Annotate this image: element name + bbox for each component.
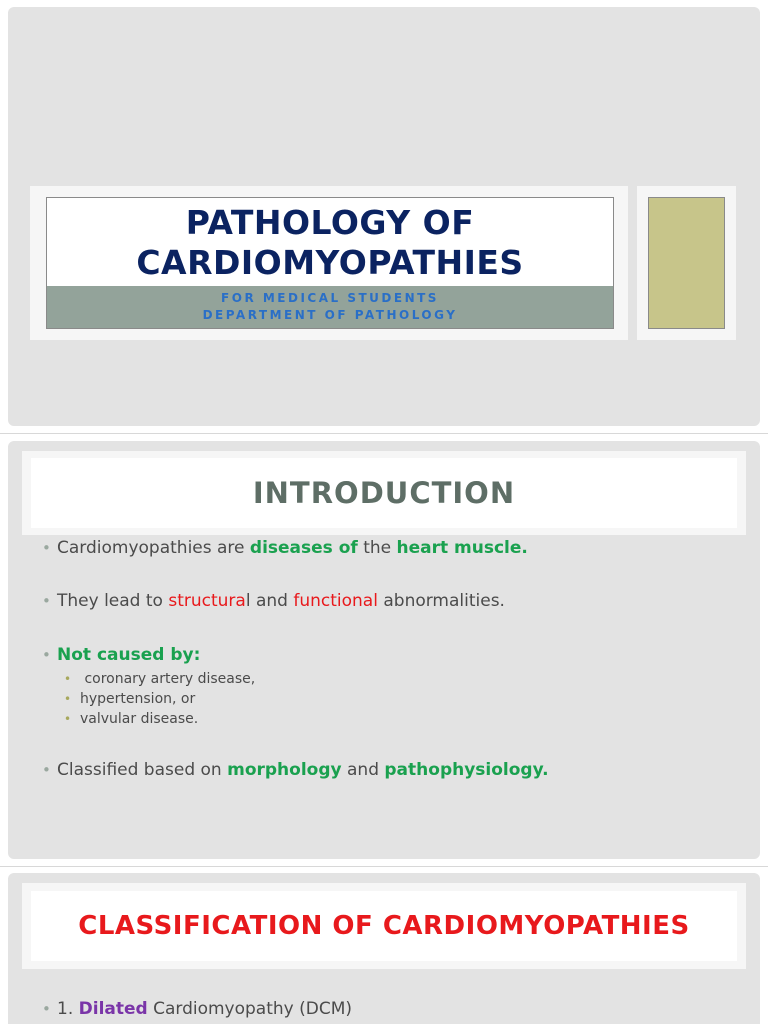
text-run: They lead to — [57, 591, 169, 611]
accent-block — [648, 197, 725, 329]
bullet-list — [42, 537, 742, 781]
accent-frame — [637, 186, 736, 340]
bullet-list — [42, 998, 742, 1020]
highlight-text: heart muscle. — [396, 538, 528, 558]
text-run: 1. — [57, 999, 79, 1019]
highlight-text: Not caused by: — [57, 645, 201, 665]
text-run: l and — [245, 591, 294, 611]
text-run: Classified based on — [57, 760, 228, 780]
text-run: Cardiomyopathy (DCM) — [147, 999, 353, 1019]
slide-heading: CLASSIFICATION OF CARDIOMYOPATHIES — [78, 911, 690, 941]
list-item — [42, 998, 742, 1020]
text-run: abnormalities. — [377, 591, 505, 611]
list-item — [42, 759, 742, 781]
introduction-slide — [8, 441, 760, 859]
highlight-text: Dilated — [78, 999, 148, 1019]
title-frame — [30, 186, 628, 340]
highlight-text: structura — [168, 591, 246, 611]
highlight-text: diseases of — [249, 538, 358, 558]
heading-frame — [22, 883, 746, 969]
slide-divider — [0, 433, 768, 434]
sub-list-item: • valvular disease. — [64, 709, 742, 729]
sub-list-item: • coronary artery disease, — [64, 669, 742, 689]
sub-list — [64, 669, 742, 729]
highlight-text: morphology — [227, 760, 342, 780]
presentation-title: PATHOLOGY OF CARDIOMYOPATHIES — [136, 202, 524, 282]
heading-frame — [22, 451, 746, 535]
heading-box — [31, 891, 737, 961]
subtitle-band — [47, 286, 613, 328]
classification-slide — [8, 873, 760, 1024]
subtitle-department: DEPARTMENT OF PATHOLOGY — [202, 308, 458, 322]
subtitle-audience: FOR MEDICAL STUDENTS — [221, 291, 439, 305]
text-run: Cardiomyopathies are — [57, 538, 250, 558]
heading-box — [31, 458, 737, 528]
slide-heading: INTRODUCTION — [252, 476, 516, 510]
list-item — [42, 644, 742, 666]
title-slide — [8, 7, 760, 426]
sub-list-item: • hypertension, or — [64, 689, 742, 709]
list-item — [42, 590, 742, 612]
list-item — [42, 537, 742, 559]
text-run: the — [357, 538, 397, 558]
text-run: and — [341, 760, 385, 780]
highlight-text: pathophysiology. — [384, 760, 549, 780]
highlight-text: functional — [293, 591, 378, 611]
title-box — [46, 197, 614, 329]
slide-divider — [0, 866, 768, 867]
